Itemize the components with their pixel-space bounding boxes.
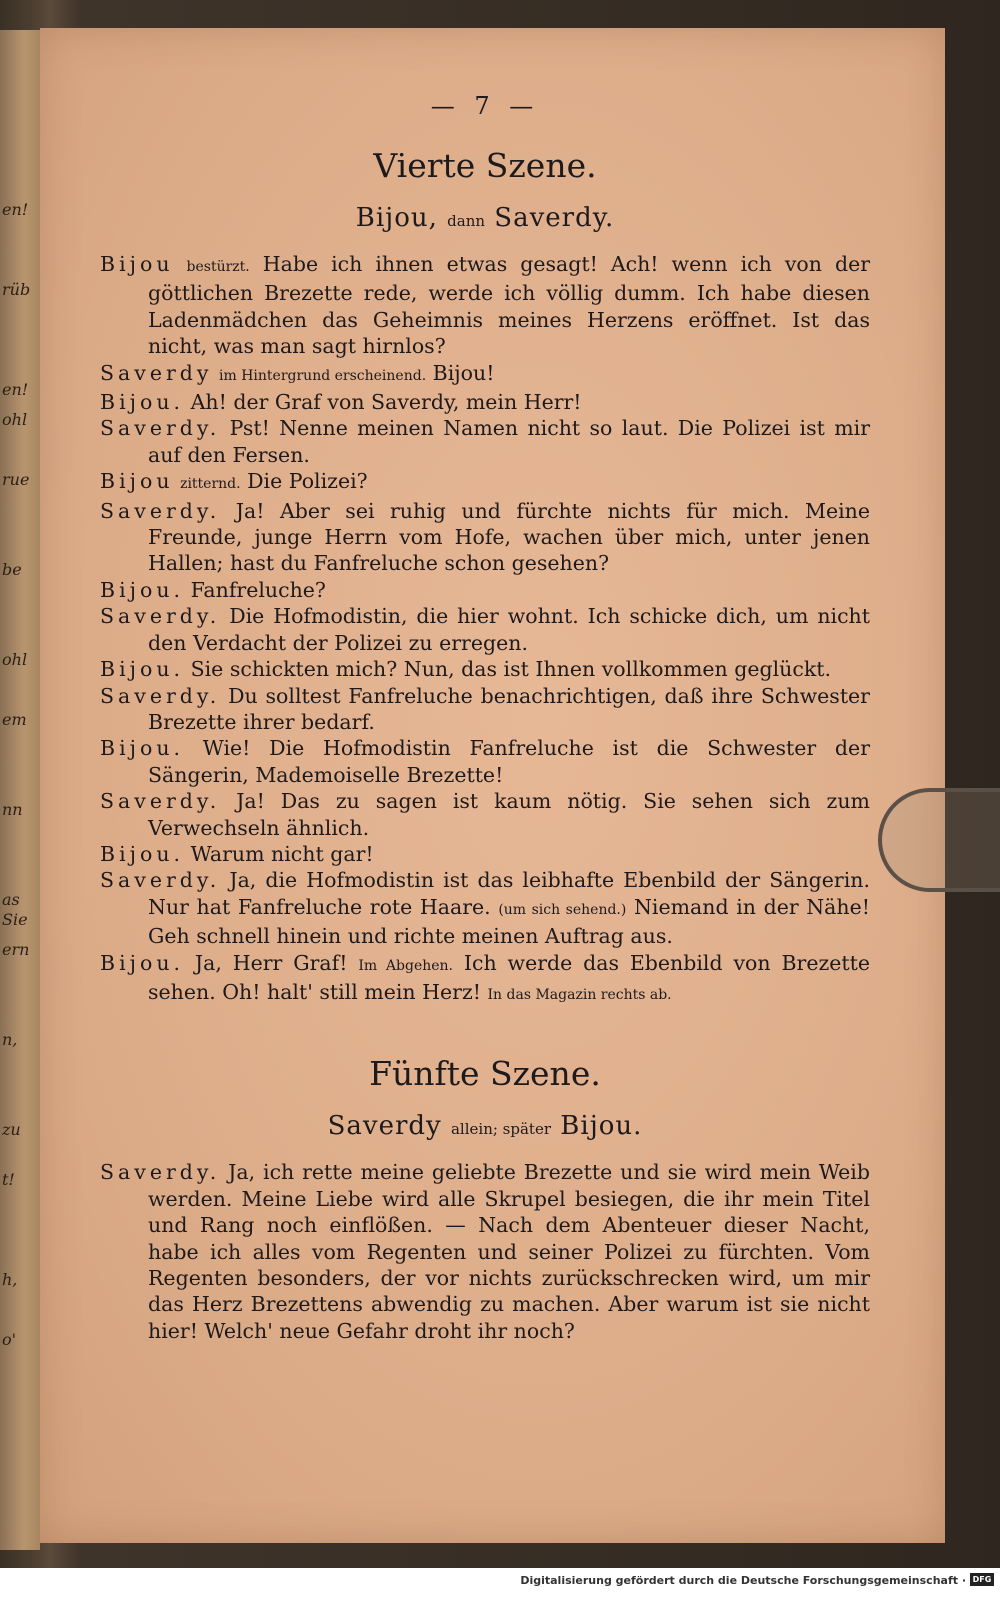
scene-four [100, 146, 870, 1008]
fragment-text: Sie [2, 910, 28, 929]
scene-title: Vierte Szene. [373, 146, 597, 185]
dialogue-line [100, 251, 870, 360]
spoken-text: Niemand in der Nähe! Geh schnell hinein und richte meinen Auftrag aus. [148, 894, 870, 949]
stage-direction: zitternd. [180, 476, 241, 493]
fragment-text: en! [2, 380, 29, 399]
scene-five [100, 1054, 870, 1344]
page-number: — 7 — [430, 92, 540, 120]
fragment-text: o' [2, 1330, 17, 1349]
previous-page-edge [0, 30, 40, 1550]
speaker-name: Saverdy. [100, 789, 221, 814]
spoken-text: Ja, ich rette meine geliebte Brezette und sie wird mein Weib werden. Meine Liebe wird alle Skrupel besiegen, die ihr mein Titel und Rang noch einflößen. — Nach dem Abenteuer dieser Nacht, habe ich alles vom Regenten und seiner Polizei zu fürchten. Vom Regenten besonders, der vor nichts zurückschrecken wird, um mir das Herz Brezettens abwendig zu machen. Aber warum ist sie nicht hier! Welch' neue Gefahr droht ihr noch? [148, 1160, 870, 1343]
speaker-name: Saverdy. [100, 498, 221, 523]
spoken-text: Pst! Nenne meinen Namen nicht so laut. Die Polizei ist mir auf den Fersen. [148, 416, 870, 467]
fragment-text: ohl [2, 410, 28, 429]
footer-bar [0, 1568, 1000, 1597]
spoken-text: Ja! Das zu sagen ist kaum nötig. Sie sehen sich zum Verwechseln ähnlich. [148, 789, 870, 840]
dialogue-block [100, 1159, 870, 1344]
spoken-text: Sie schickten mich? Nun, das ist Ihnen vollkommen geglückt. [190, 657, 832, 682]
cast-name: Saverdy [327, 1111, 442, 1142]
speaker-name: Bijou [100, 469, 174, 494]
stage-direction: In das Magazin rechts ab. [487, 986, 672, 1003]
dialogue-line [100, 603, 870, 656]
spoken-text: Warum nicht gar! [190, 841, 374, 866]
spoken-text: Ja, die Hofmodistin ist das leibhafte Ebenbild der Sängerin. Nur hat Fanfreluche rote Haare. [148, 868, 870, 919]
fragment-text: nn [2, 800, 23, 819]
fragment-text: rüb [2, 280, 31, 299]
fragment-text: t! [2, 1170, 15, 1189]
speaker-name: Bijou. [100, 657, 185, 682]
dialogue-line [100, 1159, 870, 1344]
speaker-name: Saverdy. [100, 604, 221, 629]
dialogue-line [100, 577, 870, 603]
speaker-name: Saverdy. [100, 416, 221, 441]
dialogue-line [100, 498, 870, 577]
dialogue-line [100, 735, 870, 788]
fragment-text: ern [2, 940, 30, 959]
spoken-text: Du solltest Fanfreluche benachrichtigen, daß ihre Schwester Brezette ihrer bedarf. [148, 683, 870, 734]
speaker-name: Bijou [100, 252, 174, 276]
cast-name: Saverdy. [494, 203, 615, 233]
dialogue-line [100, 360, 870, 389]
dialogue-line [100, 415, 870, 468]
spoken-text: Fanfreluche? [190, 577, 326, 602]
spoken-text: Die Polizei? [247, 469, 368, 494]
speaker-name: Bijou. [100, 841, 185, 866]
fragment-text: be [2, 560, 22, 579]
fragment-text: em [2, 710, 27, 729]
dfg-logo: DFG [970, 1573, 994, 1586]
speaker-name: Bijou. [100, 577, 185, 602]
fragment-text: h, [2, 1270, 18, 1289]
funding-credit: Digitalisierung gefördert durch die Deutsche Forschungsgemeinschaft · [520, 1574, 966, 1587]
speaker-name: Bijou. [100, 736, 185, 761]
spoken-text: Bijou! [432, 360, 495, 385]
speaker-name: Bijou. [100, 950, 185, 975]
fragment-text: en! [2, 200, 29, 219]
stage-direction: bestürzt. [186, 259, 250, 275]
scene-title: Fünfte Szene. [369, 1054, 601, 1094]
fragment-text: as [2, 890, 20, 909]
dialogue-line [100, 950, 870, 1009]
spoken-text: Ah! der Graf von Saverdy, mein Herr! [190, 390, 582, 415]
spoken-text: Ja, Herr Graf! [194, 950, 348, 975]
spoken-text: Ich werde das Ebenbild von Brezette sehen. Oh! halt' still mein Herz! [148, 950, 870, 1004]
previous-page-fragments [0, 30, 40, 1550]
cast-connector: dann [447, 212, 486, 230]
stage-direction: im Hintergrund erscheinend. [219, 367, 427, 384]
cast-connector: allein; später [450, 1120, 551, 1139]
cast-name: Bijou, [355, 203, 438, 233]
fragment-text: rue [2, 470, 30, 489]
cast-name: Bijou. [560, 1111, 643, 1142]
fragment-text: ohl [2, 650, 28, 669]
dialogue-line [100, 683, 870, 736]
fragment-text: zu [2, 1120, 21, 1139]
dialogue-line [100, 389, 870, 415]
dialogue-block [100, 251, 870, 1008]
stage-direction: (um sich sehend.) [498, 901, 627, 918]
speaker-name: Saverdy. [100, 1160, 221, 1185]
speaker-name: Saverdy. [100, 683, 221, 708]
cast-list [100, 1111, 870, 1141]
spoken-text: Habe ich ihnen etwas gesagt! Ach! wenn ich von der göttlichen Brezette rede, werde ich völlig dumm. Ich habe diesen Ladenmädchen das Geheimnis meines Herzens eröffnet. Ist das nicht, was man sagt hirnlos? [148, 252, 870, 359]
speaker-name: Bijou. [100, 390, 185, 415]
bookmark-clip [878, 788, 1000, 892]
speaker-name: Saverdy. [100, 868, 221, 893]
spoken-text: Wie! Die Hofmodistin Fanfreluche ist die Schwester der Sängerin, Mademoiselle Brezette! [148, 736, 870, 787]
dialogue-line [100, 788, 870, 841]
dialogue-line [100, 468, 870, 497]
dialogue-line [100, 867, 870, 949]
dialogue-line [100, 656, 870, 682]
spoken-text: Die Hofmodistin, die hier wohnt. Ich schicke dich, um nicht den Verdacht der Polizei zu erregen. [148, 604, 870, 655]
speaker-name: Saverdy [100, 360, 213, 385]
page-content [100, 92, 870, 1344]
stage-direction: Im Abgehen. [358, 957, 453, 974]
dialogue-line [100, 841, 870, 867]
cast-list [100, 203, 870, 233]
spoken-text: Ja! Aber sei ruhig und fürchte nichts für mich. Meine Freunde, junge Herrn vom Hofe, wachen über mich, unter jenen Hallen; hast du Fanfreluche schon gesehen? [148, 498, 870, 576]
fragment-text: n, [2, 1030, 18, 1049]
